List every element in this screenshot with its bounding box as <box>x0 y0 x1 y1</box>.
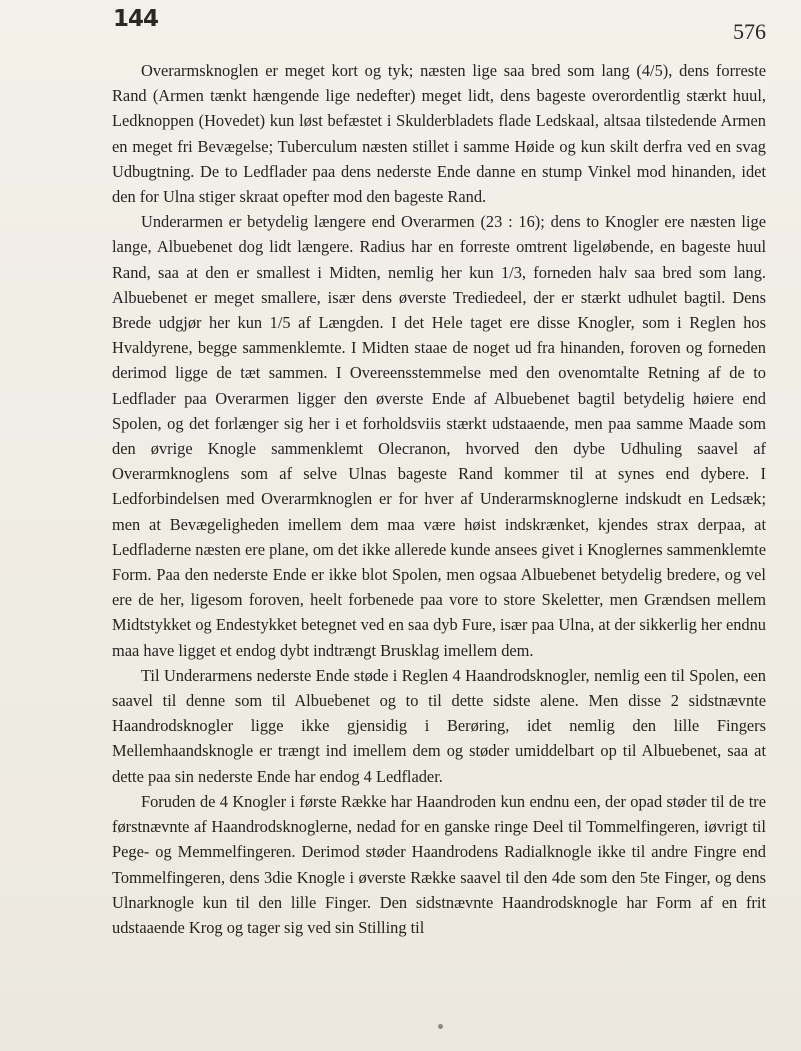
paragraph: Til Underarmens nederste Ende støde i Reglen 4 Haandrodsknogler, nemlig een til Spolen, een saavel til denne som til Albuebenet og to til dette sidste alene. Men disse 2 sidstnævnte Haandrodsknogler ligge ikke gjensidig i Berøring, idet nemlig den lille Fingers Mellemhaandsknogle er trængt ind imellem dem og støder umiddelbart op til Albuebenet, saa at dette paa sin nederste Ende har endog 4 Ledflader. <box>112 665 766 786</box>
paragraph: Foruden de 4 Knogler i første Række har Haandroden kun endnu een, der opad støder til de tre førstnævnte af Haandrodsknoglerne, nedad for en ganske ringe Deel til Tommelfingeren, iøvrigt til Pege- og Memmelfingeren. Derimod støder Haandrodens Radialknogle ikke til andre Fingre end Tommelfingeren, dens 3die Knogle i øverste Række saavel til den 4de som den 5te Finger, og dens Ulnarknogle kun til den lille Finger. Den sidstnævnte Haandrodsknogle har Form af en frit udstaaende Krog og tager sig ved sin Stilling til <box>112 791 766 937</box>
handwritten-page-number: 144 <box>113 6 159 32</box>
paragraph: Overarmsknoglen er meget kort og tyk; næsten lige saa bred som lang (4/5), dens forreste Rand (Armen tænkt hængende lige nedefter) meget lidt, dens bageste overordentlig stærkt huul, Ledknoppen (Hovedet) kun løst befæstet i Skulderbladets flade Ledskaal, altsaa tilstedende Armen en meget fri Bevægelse; Tuberculum næsten stillet i samme Høide og kun skilt derfra ved en svag Udbugtning. De to Ledflader paa dens nederste Ende danne en stump Vinkel mod hinanden, idet den for Ulna stiger skraat opefter mod den bageste Rand. <box>112 61 766 207</box>
ink-smudge <box>438 1024 443 1029</box>
paragraph: Underarmen er betydelig længere end Overarmen (23 : 16); dens to Knogler ere næsten lige lange, Albuebenet dog lidt længere. Radius har en forreste omtrent ligeløbende, en bageste huul Rand, saa at den er smallest i Midten, nemlig her kun 1/3, forneden halv saa bred som lang. Albuebenet er meget smallere, især dens øverste Trediedeel, der er stærkt udhulet bagtil. Dens Brede udgjør her kun 1/5 af Længden. I det Hele taget ere disse Knogler, som i Reglen hos Hvaldyrene, begge sammenklemte. I Midten staae de noget ud fra hinanden, foroven og forneden derimod ligge de tæt sammen. I Overeensstemmelse med den ovenomtalte Retning af de to Ledflader paa Overarmen ligger den øverste Ende af Albuebenet bagtil betydelig høiere end Spolen, og det forlænger sig her i et forholdsviis stærkt udstaaende, men paa samme Maade som den øvrige Knogle sammenklemt Olecranon, hvorved den dybe Udhuling saavel af Overarmknoglens som af selve Ulnas bageste Rand kommer til at synes end dybere. I Ledforbindelsen med Overarmknoglen er for hver af Underarmsknoglerne indskudt en Ledsæk; men at Bevægeligheden imellem dem maa være høist indskrænket, kjendes strax derpaa, at Ledfladerne næsten ere plane, om det ikke allerede kunde ansees givet i Knoglernes sammenklemte Form. Paa den nederste Ende er ikke blot Spolen, men ogsaa Albuebenet betydelig bredere, og vel ere de her, ligesom foroven, heelt forbenede paa vore to store Skeletter, men Grændsen mellem Midtstykket og Endestykket betegnet ved en saa dyb Fure, især paa Ulna, at der sikkerlig her endnu maa have ligget et endog dybt indtrængt Brusklag imellem dem. <box>112 212 766 660</box>
body-text <box>112 58 766 940</box>
printed-page-number: 576 <box>733 19 766 44</box>
